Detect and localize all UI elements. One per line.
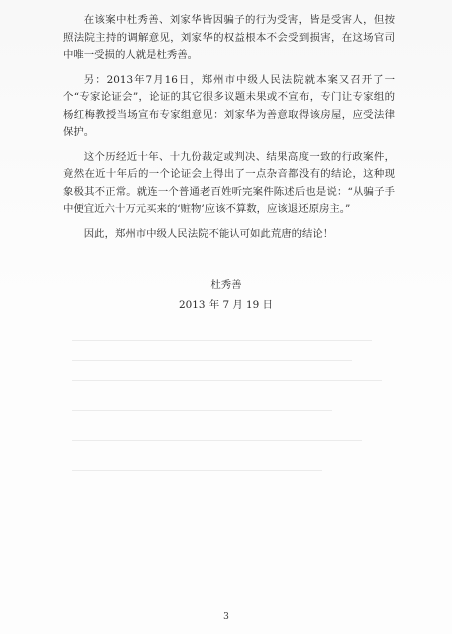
- bleed-through-line: [72, 410, 332, 411]
- bleed-through-line: [72, 340, 372, 341]
- body-text: [63, 12, 395, 250]
- paragraph-3: 这个历经近十年、十九份裁定或判决、结果高度一致的行政案件，竟然在近十年后的一个论证会上得出了一点杂音都没有的结论，这种现象极其不正常。就连一个普通老百姓听完案件陈述后也是说：“从骗子手中便宜近六十万元买来的‘赃物’应该不算数，应该退还原房主。”: [63, 150, 395, 215]
- page-number: 3: [223, 612, 229, 622]
- signature-name: 杜秀善: [210, 279, 242, 291]
- paragraph-2: 另：2013年7月16日，郑州市中级人民法院就本案又召开了一个“专家论证会”，论证的其它很多议题未果或不宣布，专门让专家组的杨红梅教授当场宣布专家组意见：刘家华为善意取得该房屋，应受法律保护。: [63, 73, 395, 138]
- paragraph-1: 在该案中杜秀善、刘家华皆因骗子的行为受害，皆是受害人，但按照法院主持的调解意见，刘家华的权益根本不会受到损害，在这场官司中唯一受损的人就是杜秀善。: [63, 14, 395, 61]
- signature-date: 2013 年 7 月 19 日: [179, 299, 273, 311]
- bleed-through-line: [72, 360, 352, 361]
- paragraph-4: 因此，郑州市中级人民法院不能认可如此荒唐的结论！: [83, 227, 334, 240]
- bleed-through-line: [72, 440, 362, 441]
- bleed-through-line: [72, 470, 322, 471]
- bleed-through-line: [72, 380, 382, 381]
